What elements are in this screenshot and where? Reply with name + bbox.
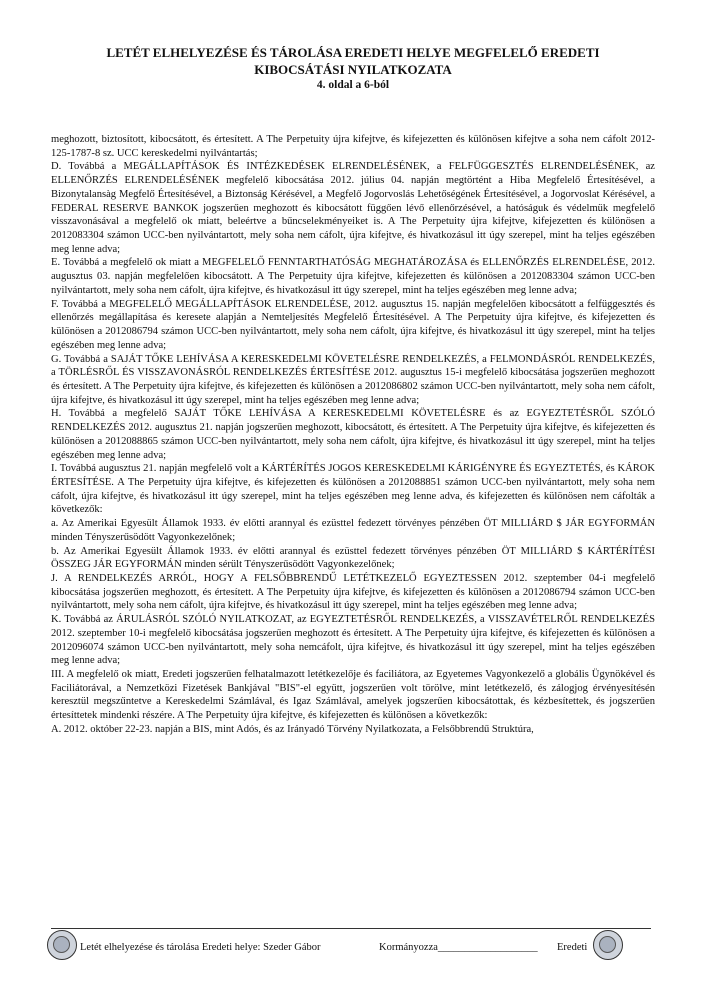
page-number: 4. oldal a 6-ból	[316, 79, 390, 91]
document-footer	[40, 928, 670, 964]
document-body	[51, 133, 655, 737]
paragraph-f: F. Továbbá a MEGFELELŐ MEGÁLLAPÍTÁSOK ELRENDELÉSE, 2012. augusztus 15. napján megfelelően kibocsátott a felfüggesztés és ellenőrzés megállapítása és keresete alapján a Nemteljesítés Megfelelő Értesítésével. A The Perpetuity újra kifejtve, és kifejezetten és különösen a 2012086794 számon UCC-ben nyilvántartott, mely soha nem cáfolt, újra kifejtve, és hivatkozásul itt úgy szerepel, mint ha teljes egészében meg lenne adva;	[51, 298, 655, 351]
paragraph-e: E. Továbbá a megfelelő ok miatt a MEGFELELŐ FENNTARTHATÓSÁG MEGHATÁROZÁSA és ELLENŐRZÉS ELRENDELÉSE, 2012. augusztus 03. napján megfelelően kibocsátott. A The Perpetuity újra kifejtve, kifejezetten és különösen a 2012083304 számon UCC-ben nyilvántartott, mely soha nem cáfolt, újra kifejtve, és hivatkozásul itt úgy szerepel, mint ha teljes egészében meg lenne adva;	[51, 257, 655, 296]
footer-right-text: Eredeti	[557, 942, 588, 953]
paragraph-k: K. Továbbá az ÁRULÁSRÓL SZÓLÓ NYILATKOZAT, az EGYEZTETÉSRŐL RENDELKEZÉS, a VISSZAVÉTELRŐL RENDELKEZÉS 2012. szeptember 10-i megfelelő kibocsátása jogszerűen meghozott és értesített. A The Perpetuity újra kifejtve, és kifejezetten és különösen a 2012096074 számon UCC-ben nyilvántartott, mely soha nemcáfolt, újra kifejtve, és hivatkozásul itt úgy szerepel, mint ha teljes egészében meg lenne adva;	[51, 614, 655, 667]
paragraph-i: I. Továbbá augusztus 21. napján megfelelő volt a KÁRTÉRÍTÉS JOGOS KERESKEDELMI KÁRIGÉNYRE ÉS EGYEZTETÉS, és KÁROK ÉRTESÍTÉSE. A The Perpetuity újra kifejtve, és kifejezetten és különösen a 2012088851 számon UCC-ben nyilvántartott, mely soha nem cáfolt, újra kifejtve, és hivatkozásul itt úgy szerepel, mint ha teljes egészében meg lenne adva, és kifejezetten és különösen nem cáfolták a következők:	[51, 463, 655, 516]
paragraph-h: H. Továbbá a megfelelő SAJÁT TŐKE LEHÍVÁSA A KERESKEDELMI KÖVETELÉSRE és az EGYEZTETÉSRŐL SZÓLÓ RENDELKEZÉS 2012. augusztus 21. napján jogszerűen meghozott, kibocsátott, és értesített. A The Perpetuity újra kifejtve, és kifejezetten és különösen a 2012088865 számon UCC-ben nyilvántartott, mely soha nem cáfolt, újra kifejtve, és hivatkozásul itt úgy szerepel, mint ha teljes egészében meg lenne adva;	[51, 408, 655, 461]
seal-left-icon	[47, 930, 77, 960]
seal-right-icon	[593, 930, 623, 960]
paragraph-d: D. Továbbá a MEGÁLLAPÍTÁSOK ÉS INTÉZKEDÉSEK ELRENDELÉSÉNEK, a FELFÜGGESZTÉS ELRENDELÉSÉNEK, az ELLENŐRZÉS ELRENDELÉSÉNEK megfelelő kibocsátása 2012. július 04. napján megtörtént a Hiba Megfelelő Értesítésével, a Bizonytalansàg Megfelő Értesítésével, a Biztonság Kérésével, a Megfelő Jogorvoslás Lehetőségének Értesítésével, a Jogorvoslat Kérésével, a FEDERAL RESERVE BANKOK jogszerűen meghozott és kibocsátott függően lévő ellenőrzésével, a hatóságuk és védelmük megfelelő visszavonásával a megfelelő ok miatt, beleértve a bűncselekményeiket is. A The Perpetuity újra kifejtve, kifejezetten és különösen a 2012083304 számon UCC-ben nyilvántartott, mely soha nem cáfolt, újra kifejtve, és hivatkozásul itt úgy szerepel, mint ha teljes egészében meg lenne adva;	[51, 161, 655, 255]
paragraph-continuation: meghozott, biztosított, kibocsátott, és értesített. A The Perpetuity újra kifejtve, és kifejezetten és különösen kifejtve a soha nem cáfolt 2012-125-1787-8 sz. UCC kereskedelmi nyilvántartás;	[51, 134, 655, 159]
title-line-1: LETÉT ELHELYEZÉSE ÉS TÁROLÁSA EREDETI HELYE MEGFELELŐ EREDETI	[106, 45, 600, 60]
footer-middle-text: Kormányozza___________________	[379, 942, 538, 953]
paragraph-iii-a: A. 2012. október 22-23. napján a BIS, mint Adós, és az Irányadó Törvény Nyilatkozata, a Felsőbbrendű Struktúra,	[51, 723, 534, 735]
paragraph-iii: III. A megfelelő ok miatt, Eredeti jogszerűen felhatalmazott letétkezelője és faciliátora, az Egyetemes Vagyonkezelő a globális Ügynökével és Faciliátorával, a Nemzetközi Fizetések Bankjával "BIS"-el együtt, jogszerűen volt törölve, mint letétkezelő, és zálogjog érvényesítésén keresztül megszűntetve a Kereskedelmi Számlával, és Igaz Számlával, amelyek jogszerűen kibocsátottak, és kézbesítettek, és jogszerűen értesíttetek mindenki részére. A The Perpetuity újra kifejtve, és kifejezetten és különösen a következők:	[51, 669, 655, 722]
paragraph-j: J. A RENDELKEZÉS ARRÓL, HOGY A FELSŐBBRENDŰ LETÉTKEZELŐ EGYEZTESSEN 2012. szeptember 04-i megfelelő kibocsátása jogszerűen meghozott, és értesített. A The Perpetuity újra kifejtve, és kifejezetten és különösen a 2012086794 számon UCC-ben nyilvántartott, mely soha nem cáfolt, újra kifejtve, és hivatkozásul itt úgy szerepel, mint ha teljes egészében meg lenne adva;	[51, 573, 655, 612]
title-line-2: KIBOCSÁTÁSI NYILATKOZATA	[254, 62, 452, 77]
document-header	[40, 44, 666, 93]
paragraph-g: G. Továbbá a SAJÁT TŐKE LEHÍVÁSA A KERESKEDELMI KÖVETELÉSRE RENDELKEZÉS, a FELMONDÁSRÓL RENDELKEZÉS, a TÖRLÉSRŐL ÉS VISSZAVONÁSRÓL RENDELKEZÉS ÉRTESÍTÉSE 2012. augusztus 15-i megfelelő kibocsátása jogszerűen meghozott és értesített. A The Perpetuity újra kifejtve, és kifejezetten és különösen a 2012086802 számon UCC-ben nyilvántartott, mely soha nem cáfolt, újra kifejtve, és hivatkozásul itt úgy szerepel, mint ha teljes egészében meg lenne adva;	[51, 353, 655, 406]
paragraph-i-b: b. Az Amerikai Egyesült Államok 1933. év előtti arannyal és ezüsttel fedezett törvényes pénzében ÖT MILLIÁRD $ KÁRTÉRÍTÉSI ÖSSZEG JÁR EGYFORMÁN minden sérült Tényszerűsödött Vagyonkezelőnek;	[51, 545, 655, 571]
paragraph-i-a: a. Az Amerikai Egyesült Államok 1933. év előtti arannyal és ezüsttel fedezett törvényes pénzében ÖT MILLIÁRD $ JÁR EGYFORMÁN minden Tényszerűsödött Vagyonkezelőnek;	[51, 518, 655, 543]
footer-left-text: Letét elhelyezése és tárolása Eredeti helye: Szeder Gábor	[80, 942, 321, 953]
